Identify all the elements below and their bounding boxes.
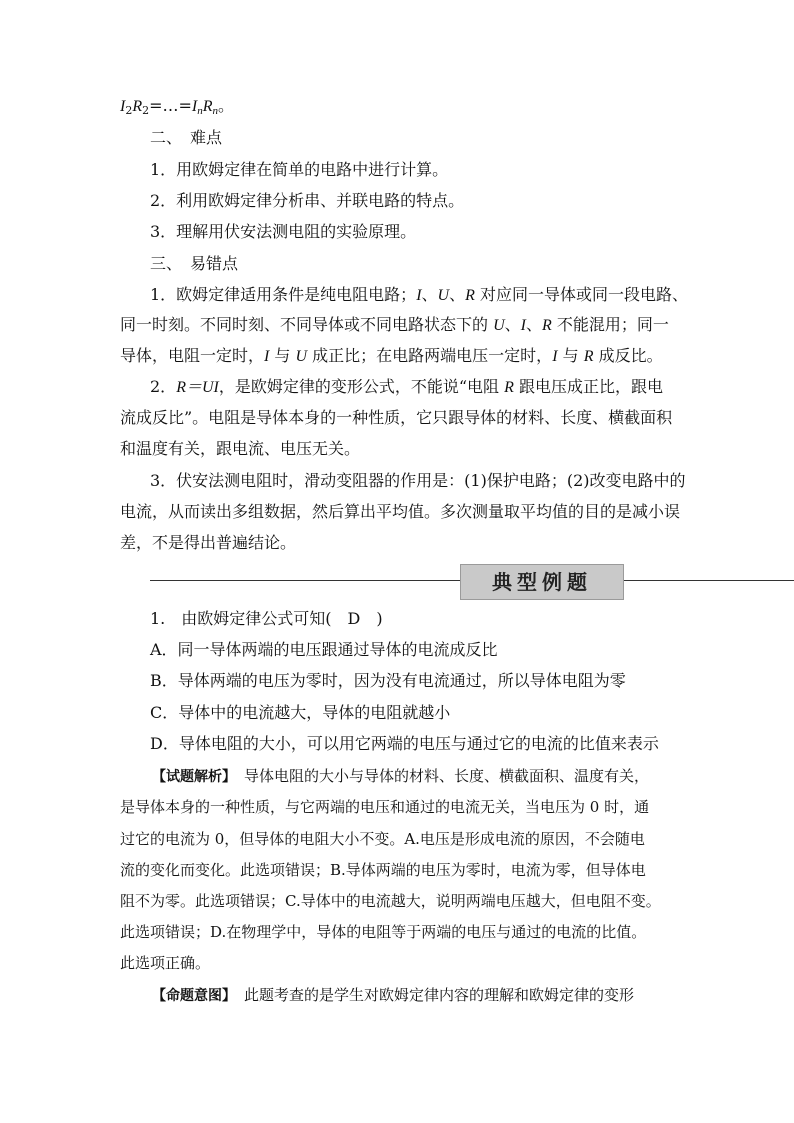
mistake-1-line-1: 1．欧姆定律适用条件是纯电阻电路；I、U、R 对应同一导体或同一段电路、 — [150, 285, 688, 304]
formula-continuation: $I_2R_2=\dots=I_nR_n$。 — [120, 96, 235, 117]
analysis-line-2: 是导体本身的一种性质，与它两端的电压和通过的电流无关，当电压为 0 时，通 — [120, 798, 650, 816]
difficult-item-2: 2．利用欧姆定律分析串、并联电路的特点。 — [150, 191, 465, 210]
difficult-item-1: 1．用欧姆定律在简单的电路中进行计算。 — [150, 160, 449, 179]
section-banner — [150, 564, 794, 600]
mistake-2-line-1: 2．R＝UI，是欧姆定律的变形公式，不能说“电阻 R 跟电压成正比，跟电 — [150, 377, 664, 396]
mistakes-heading: 三、 易错点 — [150, 254, 239, 273]
difficult-item-3: 3．理解用伏安法测电阻的实验原理。 — [150, 222, 417, 241]
analysis-line-3: 过它的电流为 0，但导体的电阻大小不变。A.电压是形成电流的原因，不会随电 — [120, 830, 645, 848]
mistake-3-line-1: 3．伏安法测电阻时，滑动变阻器的作用是：(1)保护电路；(2)改变电路中的 — [150, 471, 686, 490]
analysis-line-5: 阻不为零。此选项错误；C.导体中的电流越大，说明两端电压越大，但电阻不变。 — [120, 892, 661, 910]
option-b: B．导体两端的电压为零时，因为没有电流通过，所以导体电阻为零 — [150, 671, 626, 690]
analysis-line-4: 流的变化而变化。此选项错误；B.导体两端的电压为零时，电流为零，但导体电 — [120, 861, 646, 879]
analysis-line-7: 此选项正确。 — [120, 954, 211, 972]
difficult-heading: 二、 难点 — [150, 128, 223, 147]
analysis-tag: 【试题解析】 — [152, 769, 229, 785]
option-a: A．同一导体两端的电压跟通过导体的电流成反比 — [150, 640, 498, 659]
option-c: C．导体中的电流越大，导体的电阻就越小 — [150, 703, 451, 722]
mistake-1-line-2: 同一时刻。不同时刻、不同导体或不同电路状态下的 U、I、R 不能混用；同一 — [120, 315, 669, 334]
mistake-1-line-3: 导体，电阻一定时，I 与 U 成正比；在电路两端电压一定时，I 与 R 成反比。 — [120, 346, 663, 365]
mistake-3-line-2: 电流，从而读出多组数据，然后算出平均值。多次测量取平均值的目的是减小误 — [120, 502, 681, 521]
mistake-2-line-3: 和温度有关，跟电流、电压无关。 — [120, 439, 361, 458]
banner-title: 典型例题 — [460, 564, 624, 600]
analysis-line-1: 【试题解析】 导体电阻的大小与导体的材料、长度、横截面积、温度有关， — [152, 767, 650, 785]
intent-line-1: 【命题意图】 此题考查的是学生对欧姆定律内容的理解和欧姆定律的变形 — [152, 986, 635, 1004]
analysis-line-6: 此选项错误；D.在物理学中，导体的电阻等于两端的电压与通过的电流的比值。 — [120, 923, 647, 941]
mistake-3-line-3: 差，不是得出普遍结论。 — [120, 533, 297, 552]
mistake-2-line-2: 流成反比”。电阻是导体本身的一种性质，它只跟导体的材料、长度、横截面积 — [120, 408, 673, 427]
intent-tag: 【命题意图】 — [152, 988, 229, 1004]
option-d: D．导体电阻的大小，可以用它两端的电压与通过它的电流的比值来表示 — [150, 734, 659, 753]
question-stem: 1. 由欧姆定律公式可知( D ) — [150, 609, 383, 628]
